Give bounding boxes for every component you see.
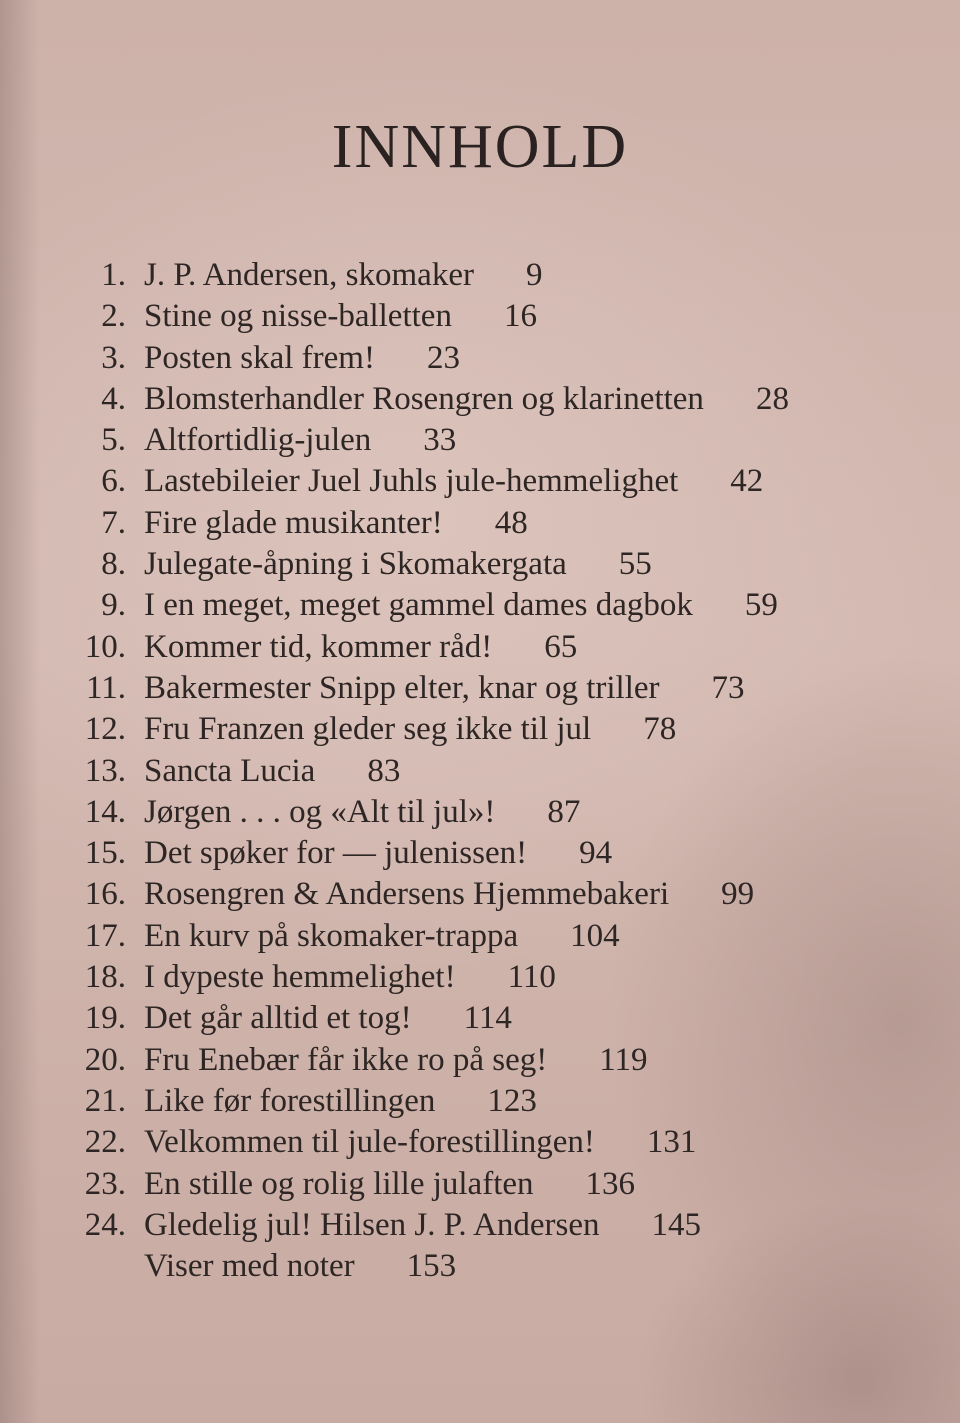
toc-entry-number: 18. [84, 959, 126, 996]
toc-entry [60, 255, 940, 296]
toc-entry-number: 11. [85, 669, 126, 706]
toc-entry [60, 1122, 940, 1163]
toc-entry-page: 73 [711, 669, 745, 706]
toc-entry-page: 33 [423, 422, 457, 459]
toc-entry-title: En stille og rolig lille julaften [144, 1165, 534, 1202]
toc-entry-page: 55 [618, 546, 652, 583]
toc-entry-title: Bakermester Snipp elter, knar og triller [144, 669, 660, 706]
toc-entry-number: 20. [84, 1041, 126, 1078]
toc-entry-page: 123 [487, 1082, 537, 1119]
toc-entry-title: Sancta Lucia [144, 752, 316, 789]
toc-entry-title: Lastebileier Juel Juhls jule-hemmelighet [144, 463, 679, 500]
toc-entry [60, 751, 940, 792]
toc-entry-number: 21. [84, 1082, 126, 1119]
toc-entry [60, 916, 940, 957]
toc-entry-page: 9 [525, 257, 543, 293]
toc-entry [60, 792, 940, 833]
toc-entry-page: 94 [579, 835, 613, 872]
toc-entry-title: Stine og nisse-balletten [144, 298, 452, 335]
toc-entry-page: 59 [744, 587, 778, 624]
toc-entry [60, 998, 940, 1039]
toc-entry-number: 14. [84, 793, 126, 830]
toc-entry [60, 833, 940, 874]
toc-entry-title: Gledelig jul! Hilsen J. P. Andersen [144, 1206, 600, 1243]
toc-entry-page: 83 [367, 752, 401, 789]
toc-entry-page: 28 [755, 380, 789, 417]
toc-entry-title: Fru Franzen gleder seg ikke til jul [144, 711, 592, 748]
toc-entry-number: 4. [101, 380, 126, 417]
toc-entry [60, 627, 940, 668]
toc-entry [60, 1081, 940, 1122]
toc-entry-title: I en meget, meget gammel dames dagbok [144, 587, 693, 624]
toc-entry [60, 379, 940, 420]
toc-entry-title: En kurv på skomaker-trappa [144, 917, 519, 954]
toc-entry [60, 544, 940, 585]
toc-entry-title: Like før forestillingen [144, 1082, 436, 1119]
toc-entry-number: 3. [101, 339, 126, 376]
toc-entry-number: 5. [101, 422, 126, 459]
toc-entry-title: Det går alltid et tog! [144, 1000, 412, 1037]
toc-entry-number: 7. [101, 504, 126, 541]
toc-entry [60, 461, 940, 502]
toc-entry [60, 420, 940, 461]
toc-entry-page: 87 [547, 793, 581, 830]
toc-entry-number: 12. [84, 711, 126, 748]
toc-entry [60, 338, 940, 379]
toc-entry-title: J. P. Andersen, skomaker [144, 257, 474, 293]
toc-entry-title: Viser med noter [144, 1248, 355, 1285]
toc-entry-number: 23. [84, 1165, 126, 1202]
toc-entry [60, 585, 940, 626]
toc-entry [60, 1164, 940, 1205]
toc-entry-page: 119 [599, 1041, 648, 1078]
toc-entry-number: 19. [84, 1000, 126, 1037]
toc-entry [60, 874, 940, 915]
toc-entry-page: 153 [406, 1248, 457, 1285]
toc-entry-title: Kommer tid, kommer råd! [144, 628, 493, 665]
toc-entry-page: 136 [585, 1165, 636, 1202]
toc-entry-title: Julegate-åpning i Skomakergata [144, 546, 567, 583]
toc-entry-page: 99 [721, 876, 755, 913]
toc-entry-title: Fire glade musikanter! [144, 504, 443, 541]
toc-entry-page: 114 [463, 1000, 512, 1037]
toc-entry-page: 110 [507, 959, 556, 996]
toc-entry-page: 78 [643, 711, 677, 748]
toc-entry [60, 957, 940, 998]
toc-entry-number: 15. [84, 835, 126, 872]
toc-entry [60, 503, 940, 544]
toc-entry-title: Fru Enebær får ikke ro på seg! [144, 1041, 548, 1078]
page-edge-shadow [0, 0, 40, 1423]
toc-entry-title: Det spøker for — julenissen! [144, 835, 528, 872]
toc-entry-page: 131 [646, 1124, 697, 1161]
toc-entry-page: 48 [494, 504, 528, 541]
toc-entry-number: 6. [101, 463, 126, 500]
toc-entry [60, 1205, 940, 1246]
toc-entry [60, 668, 940, 709]
toc-entry-title: Posten skal frem! [144, 339, 375, 376]
toc-entry-number: 8. [101, 546, 126, 583]
toc-entry-page: 16 [503, 298, 537, 335]
toc-entry-number: 1. [101, 257, 126, 293]
page-title: INNHOLD [331, 113, 629, 181]
toc-entry-title: Altfortidlig-julen [144, 422, 372, 459]
toc-entry-page: 145 [651, 1206, 702, 1243]
toc-entry-page: 104 [570, 917, 620, 954]
toc-entry-title: I dypeste hemmelighet! [144, 959, 456, 996]
toc-entry-number: 2. [101, 298, 126, 335]
toc-entry-number: 17. [84, 917, 126, 954]
toc-entry-title: Blomsterhandler Rosengren og klarinetten [144, 380, 704, 417]
toc-entry-page: 65 [544, 628, 578, 665]
toc-entry-title: Rosengren & Andersens Hjemmebakeri [144, 876, 670, 913]
toc-entry-title: Jørgen . . . og «Alt til jul»! [144, 793, 496, 830]
toc-entry-number: 16. [84, 876, 126, 913]
toc-entry-number: 10. [84, 628, 126, 665]
table-of-contents [60, 255, 940, 1287]
toc-entry [60, 1246, 940, 1287]
toc-entry [60, 1040, 940, 1081]
toc-entry-number: 24. [84, 1206, 126, 1243]
toc-entry-number: 13. [84, 752, 126, 789]
toc-entry [60, 296, 940, 337]
toc-entry-number: 9. [101, 587, 126, 624]
toc-entry-page: 42 [730, 463, 764, 500]
toc-entry-page: 23 [426, 339, 460, 376]
toc-entry [60, 709, 940, 750]
toc-entry-title: Velkommen til jule-forestillingen! [144, 1124, 595, 1161]
toc-entry-number: 22. [84, 1124, 126, 1161]
